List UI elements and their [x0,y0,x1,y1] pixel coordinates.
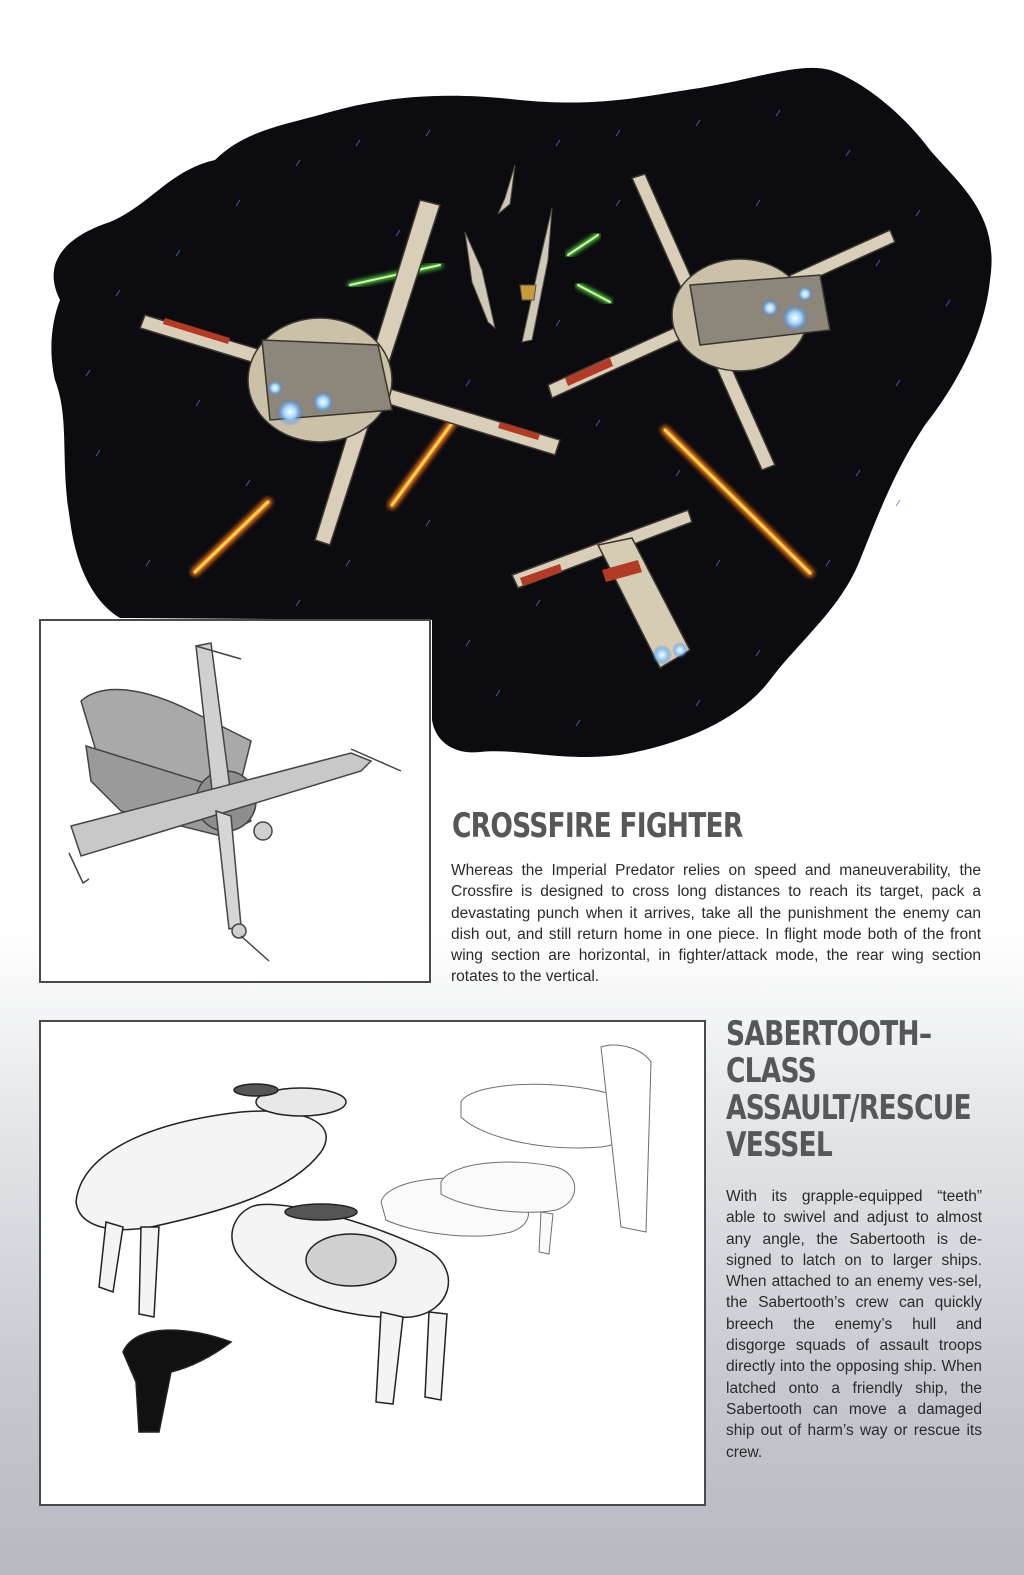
crossfire-fighter-description: Whereas the Imperial Predator relies on speed and maneuverability, the Crossfire is designed to cross long distances to reach its target, pack a devastating punch when it arrives, take all the punishment the enemy can dish out, and still return home in one piece. In flight mode both of the front wing section are horizontal, in fighter/attack mode, the rear wing section rotates to the vertical. [451,862,981,986]
sabertooth-heading: SABERTOOTH– CLASS ASSAULT/RESCUE VESSEL [726,1014,971,1165]
sabertooth-sketch-frame [39,1020,706,1506]
crossfire-fighter-heading: CROSSFIRE FIGHTER [452,806,743,846]
sabertooth-description: With its grapple-equipped “teeth” able to swivel and adjust to almost any angle, the Sabertooth is de-signed to latch on to larger ships. When attached to an enemy ves-sel, the Sabertooth’s crew can quickly breech the enemy’s hull and disgorge squads of assault troops directly into the opposing ship. When latched onto a friendly ship, the Sabertooth can move a damaged ship out of harm’s way or rescue its crew. [726,1188,982,1461]
crossfire-sketch-frame [39,619,431,983]
sabertooth-sketches [41,1022,704,1504]
crossfire-sketch [41,621,429,981]
